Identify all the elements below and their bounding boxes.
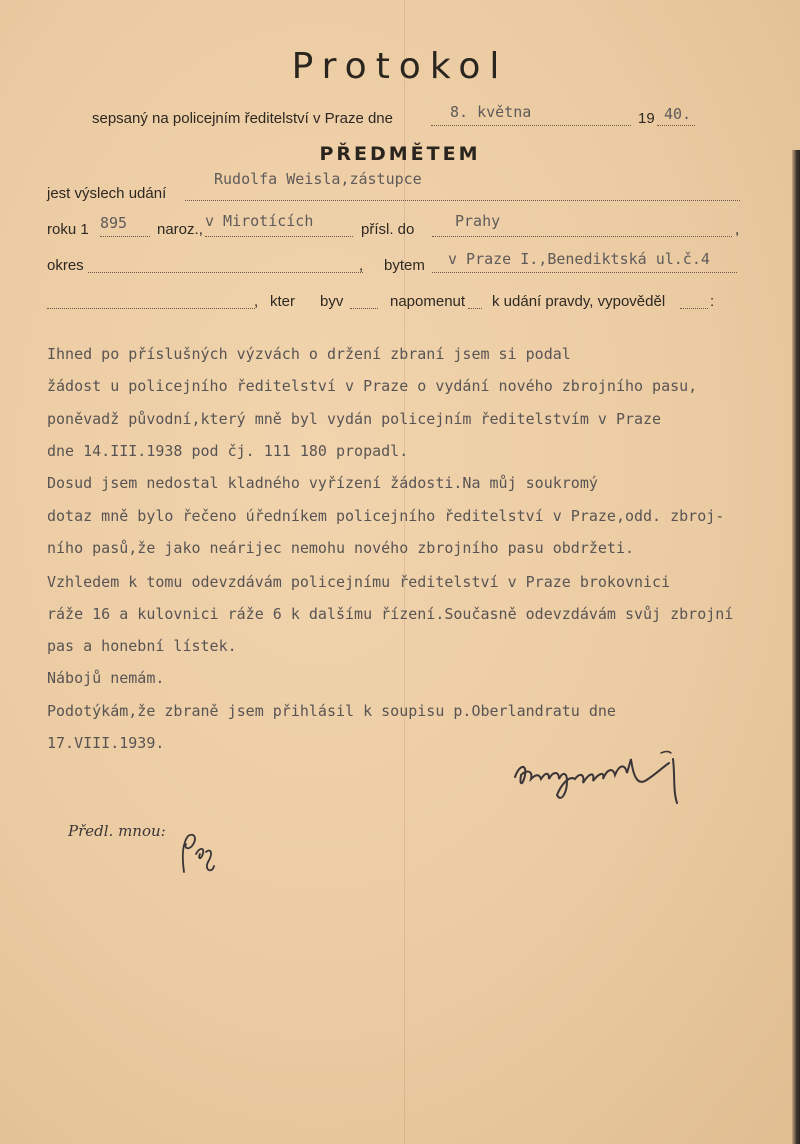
page-edge-shadow bbox=[792, 150, 800, 1144]
bytem-value: v Praze I.,Benediktská ul.č.4 bbox=[448, 250, 710, 268]
prisl-value: Prahy bbox=[455, 212, 501, 230]
testimony-line: Vzhledem k tomu odevzdávám policejnímu ředitelství v Praze brokovnici bbox=[47, 573, 671, 591]
sepsany-label: sepsaný na policejním ředitelství v Praze dne bbox=[92, 110, 393, 127]
testimony-line: Nábojů nemám. bbox=[47, 669, 165, 687]
okres-label: okres bbox=[47, 257, 84, 274]
prisl-dotted-line bbox=[432, 236, 732, 237]
byv-dotted-line bbox=[350, 308, 378, 309]
year-prefix: 19 bbox=[638, 110, 655, 127]
date-value: 8. května bbox=[450, 103, 532, 121]
testimony-line: dotaz mně bylo řečeno úředníkem policejního ředitelství v Praze,odd. zbroj- bbox=[47, 507, 725, 525]
prisl-comma: , bbox=[735, 221, 740, 238]
roku-dotted-line bbox=[100, 236, 150, 237]
testimony-line: ního pasů,že jako neárijec nemohu nového zbrojního pasu obdržeti. bbox=[47, 539, 634, 557]
initials-mark bbox=[178, 828, 218, 878]
testimony-line: dne 14.III.1938 pod čj. 111 180 propadl. bbox=[47, 442, 409, 460]
udani-label: k udání pravdy, vypověděl bbox=[492, 293, 666, 310]
date-dotted-line bbox=[431, 125, 631, 126]
testimony-line: poněvadž původní,který mně byl vydán policejním ředitelstvím v Praze bbox=[47, 410, 662, 428]
okres-dotted-line bbox=[88, 272, 363, 273]
testimony-line: žádost u policejního ředitelství v Praze o vydání nového zbrojního pasu, bbox=[47, 377, 698, 395]
roku-value: 895 bbox=[100, 214, 128, 232]
roku-label: roku 1 bbox=[47, 221, 89, 238]
year-dotted-line bbox=[657, 125, 695, 126]
testimony-line: 17.VIII.1939. bbox=[47, 734, 165, 752]
napomenut-label: napomenut bbox=[390, 293, 466, 310]
byv-label: byv bbox=[320, 293, 344, 310]
testimony-line: pas a honební lístek. bbox=[47, 637, 237, 655]
vyslech-value: Rudolfa Weisla,zástupce bbox=[214, 170, 422, 188]
naroz-dotted-line bbox=[205, 236, 353, 237]
section-heading: PŘEDMĚTEM bbox=[319, 143, 481, 165]
prisl-label: přísl. do bbox=[361, 221, 415, 238]
kter-dotted-line bbox=[47, 308, 255, 309]
bytem-dotted-line bbox=[432, 272, 737, 273]
kter-label: kter bbox=[270, 293, 296, 310]
testimony-line: Podotýkám,že zbraně jsem přihlásil k soupisu p.Oberlandratu dne bbox=[47, 702, 616, 720]
kter-comma: , bbox=[254, 293, 259, 310]
testimony-line: Ihned po příslušných výzvách o držení zbraní jsem si podal bbox=[47, 345, 571, 363]
naroz-label: naroz., bbox=[157, 221, 203, 238]
testimony-line: Dosud jsem nedostal kladného vyřízení žádosti.Na můj soukromý bbox=[47, 474, 598, 492]
year-value: 40. bbox=[664, 105, 692, 123]
okres-comma: , bbox=[359, 257, 364, 274]
udani-colon: : bbox=[710, 293, 715, 310]
naroz-value: v Mirotících bbox=[205, 212, 314, 230]
signature bbox=[505, 745, 705, 815]
vyslech-label: jest výslech udání bbox=[47, 185, 167, 202]
vyslech-dotted-line bbox=[185, 200, 740, 201]
bytem-label: bytem bbox=[384, 257, 425, 274]
udani-dotted-line bbox=[680, 308, 708, 309]
testimony-line: ráže 16 a kulovnici ráže 6 k dalšímu řízení.Současně odevzdávám svůj zbrojní bbox=[47, 605, 734, 623]
document-title: Protokol bbox=[291, 46, 509, 87]
napomenut-dotted-line bbox=[468, 308, 482, 309]
handwritten-note: Předl. mnou: bbox=[68, 822, 166, 840]
